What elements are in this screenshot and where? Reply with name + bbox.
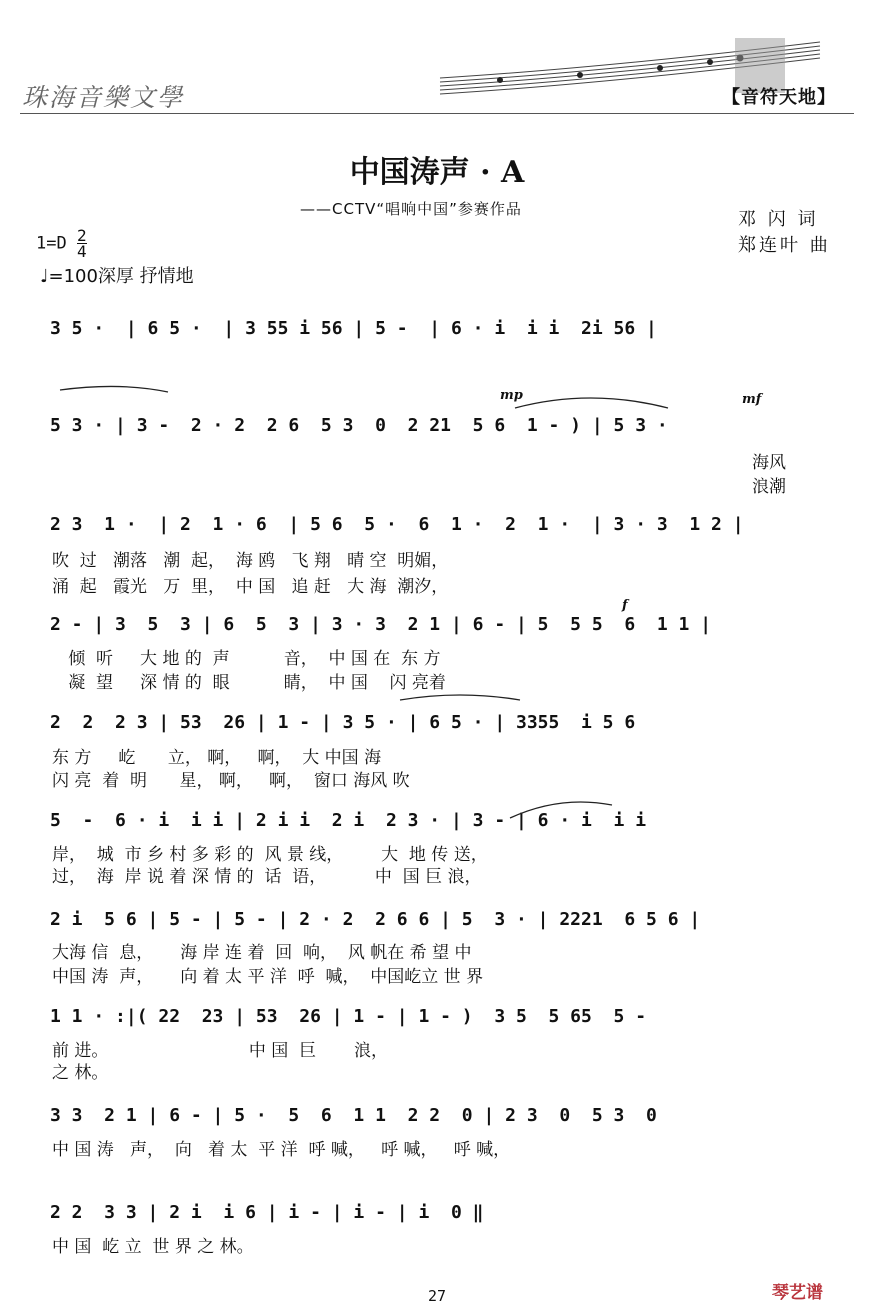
score-row-2: 5 3 · | 3 - 2 · 2 2 6 5 3 0 2 21 5 6 1 - ) | 5 3 · <box>50 415 668 436</box>
lyric-line: 倾 听 大 地 的 声 音， 中 国 在 东 方 <box>52 649 441 669</box>
song-subtitle: ——CCTV“唱响中国”参赛作品 <box>300 200 522 218</box>
score-row-3: 2 3 1 · | 2 1 · 6 | 5 6 5 · 6 1 · 2 1 · | 3 · 3 1 2 | <box>50 514 744 535</box>
score-row-6: 5 - 6 · i i i | 2 i i 2 i 2 3 · | 3 - | 6 · i i i <box>50 810 647 831</box>
page-number: 27 <box>427 1287 447 1305</box>
lyricist: 邓 闪 词 <box>738 209 819 230</box>
tempo-marking: ♩=100深厚 抒情地 <box>40 266 194 287</box>
lyric-line: 浪潮 <box>752 477 786 497</box>
composer: 郑连叶 曲 <box>738 235 831 256</box>
lyric-line: 东 方 屹 立， 啊， 啊， 大 中国 海 <box>52 748 382 768</box>
time-denominator: 4 <box>76 242 87 261</box>
lyric-line: 过， 海 岸 说 着 深 情 的 话 语， 中 国 巨 浪， <box>52 867 482 887</box>
score-row-9: 3 3 2 1 | 6 - | 5 · 5 6 1 1 2 2 0 | 2 3 0 5 3 0 <box>50 1105 657 1126</box>
score-row-5: 2 2 2 3 | 53 26 | 1 - | 3 5 · | 6 5 · | 3355 i 5 6 <box>50 712 636 733</box>
lyric-line: 之 林。 <box>52 1063 109 1083</box>
lyric-line: 中 国 屹 立 世 界 之 林。 <box>52 1237 254 1257</box>
lyric-line: 凝 望 深 情 的 眼 睛， 中 国 闪 亮着 <box>52 673 446 693</box>
dynamic-f: f <box>622 598 628 613</box>
section-label: 【音符天地】 <box>722 87 836 108</box>
lyric-line: 闪 亮 着 明 星， 啊， 啊， 窗口 海风 吹 <box>52 771 410 791</box>
lyric-line: 岸， 城 市 乡 村 多 彩 的 风 景 线， 大 地 传 送， <box>52 845 488 865</box>
dynamic-mp: mp <box>500 388 523 403</box>
lyric-line: 大海 信 息， 海 岸 连 着 回 响， 风 帆在 希 望 中 <box>52 943 472 963</box>
score-row-7: 2 i 5 6 | 5 - | 5 - | 2 · 2 2 6 6 | 5 3 · | 2221 6 5 6 | <box>50 909 701 930</box>
score-row-10: 2 2 3 3 | 2 i i 6 | i - | i - | i 0 ‖ <box>50 1202 484 1223</box>
lyric-line: 海风 <box>752 453 786 473</box>
magazine-logo: 珠海音樂文學 <box>22 83 185 112</box>
lyric-line: 涌 起 霞光 万 里， 中 国 追 赶 大 海 潮汐， <box>52 577 449 597</box>
key-label: 1=D <box>36 233 67 254</box>
lyric-line: 前 进。 中 国 巨 浪， <box>52 1041 388 1061</box>
score-row-4: 2 - | 3 5 3 | 6 5 3 | 3 · 3 2 1 | 6 - | 5 5 5 6 1 1 | <box>50 614 712 635</box>
time-numerator: 2 <box>76 226 87 245</box>
watermark-logo: 琴艺谱 <box>772 1283 823 1303</box>
score-row-8: 1 1 · :|( 22 23 | 53 26 | 1 - | 1 - ) 3 5 5 65 5 - <box>50 1006 647 1027</box>
lyric-line: 吹 过 潮落 潮 起， 海 鸥 飞 翔 晴 空 明媚， <box>52 551 449 571</box>
song-title: 中国涛声 · A <box>349 155 525 190</box>
dynamic-mf: mf <box>742 392 762 407</box>
lyric-line: 中国 涛 声， 向 着 太 平 洋 呼 喊， 中国屹立 世 界 <box>52 967 484 987</box>
lyric-line: 中 国 涛 声， 向 着 太 平 洋 呼 喊， 呼 喊， 呼 喊， <box>52 1140 511 1160</box>
score-row-1: 3 5 · | 6 5 · | 3 55 i 56 | 5 - | 6 · i i i 2i 56 | <box>50 318 657 339</box>
